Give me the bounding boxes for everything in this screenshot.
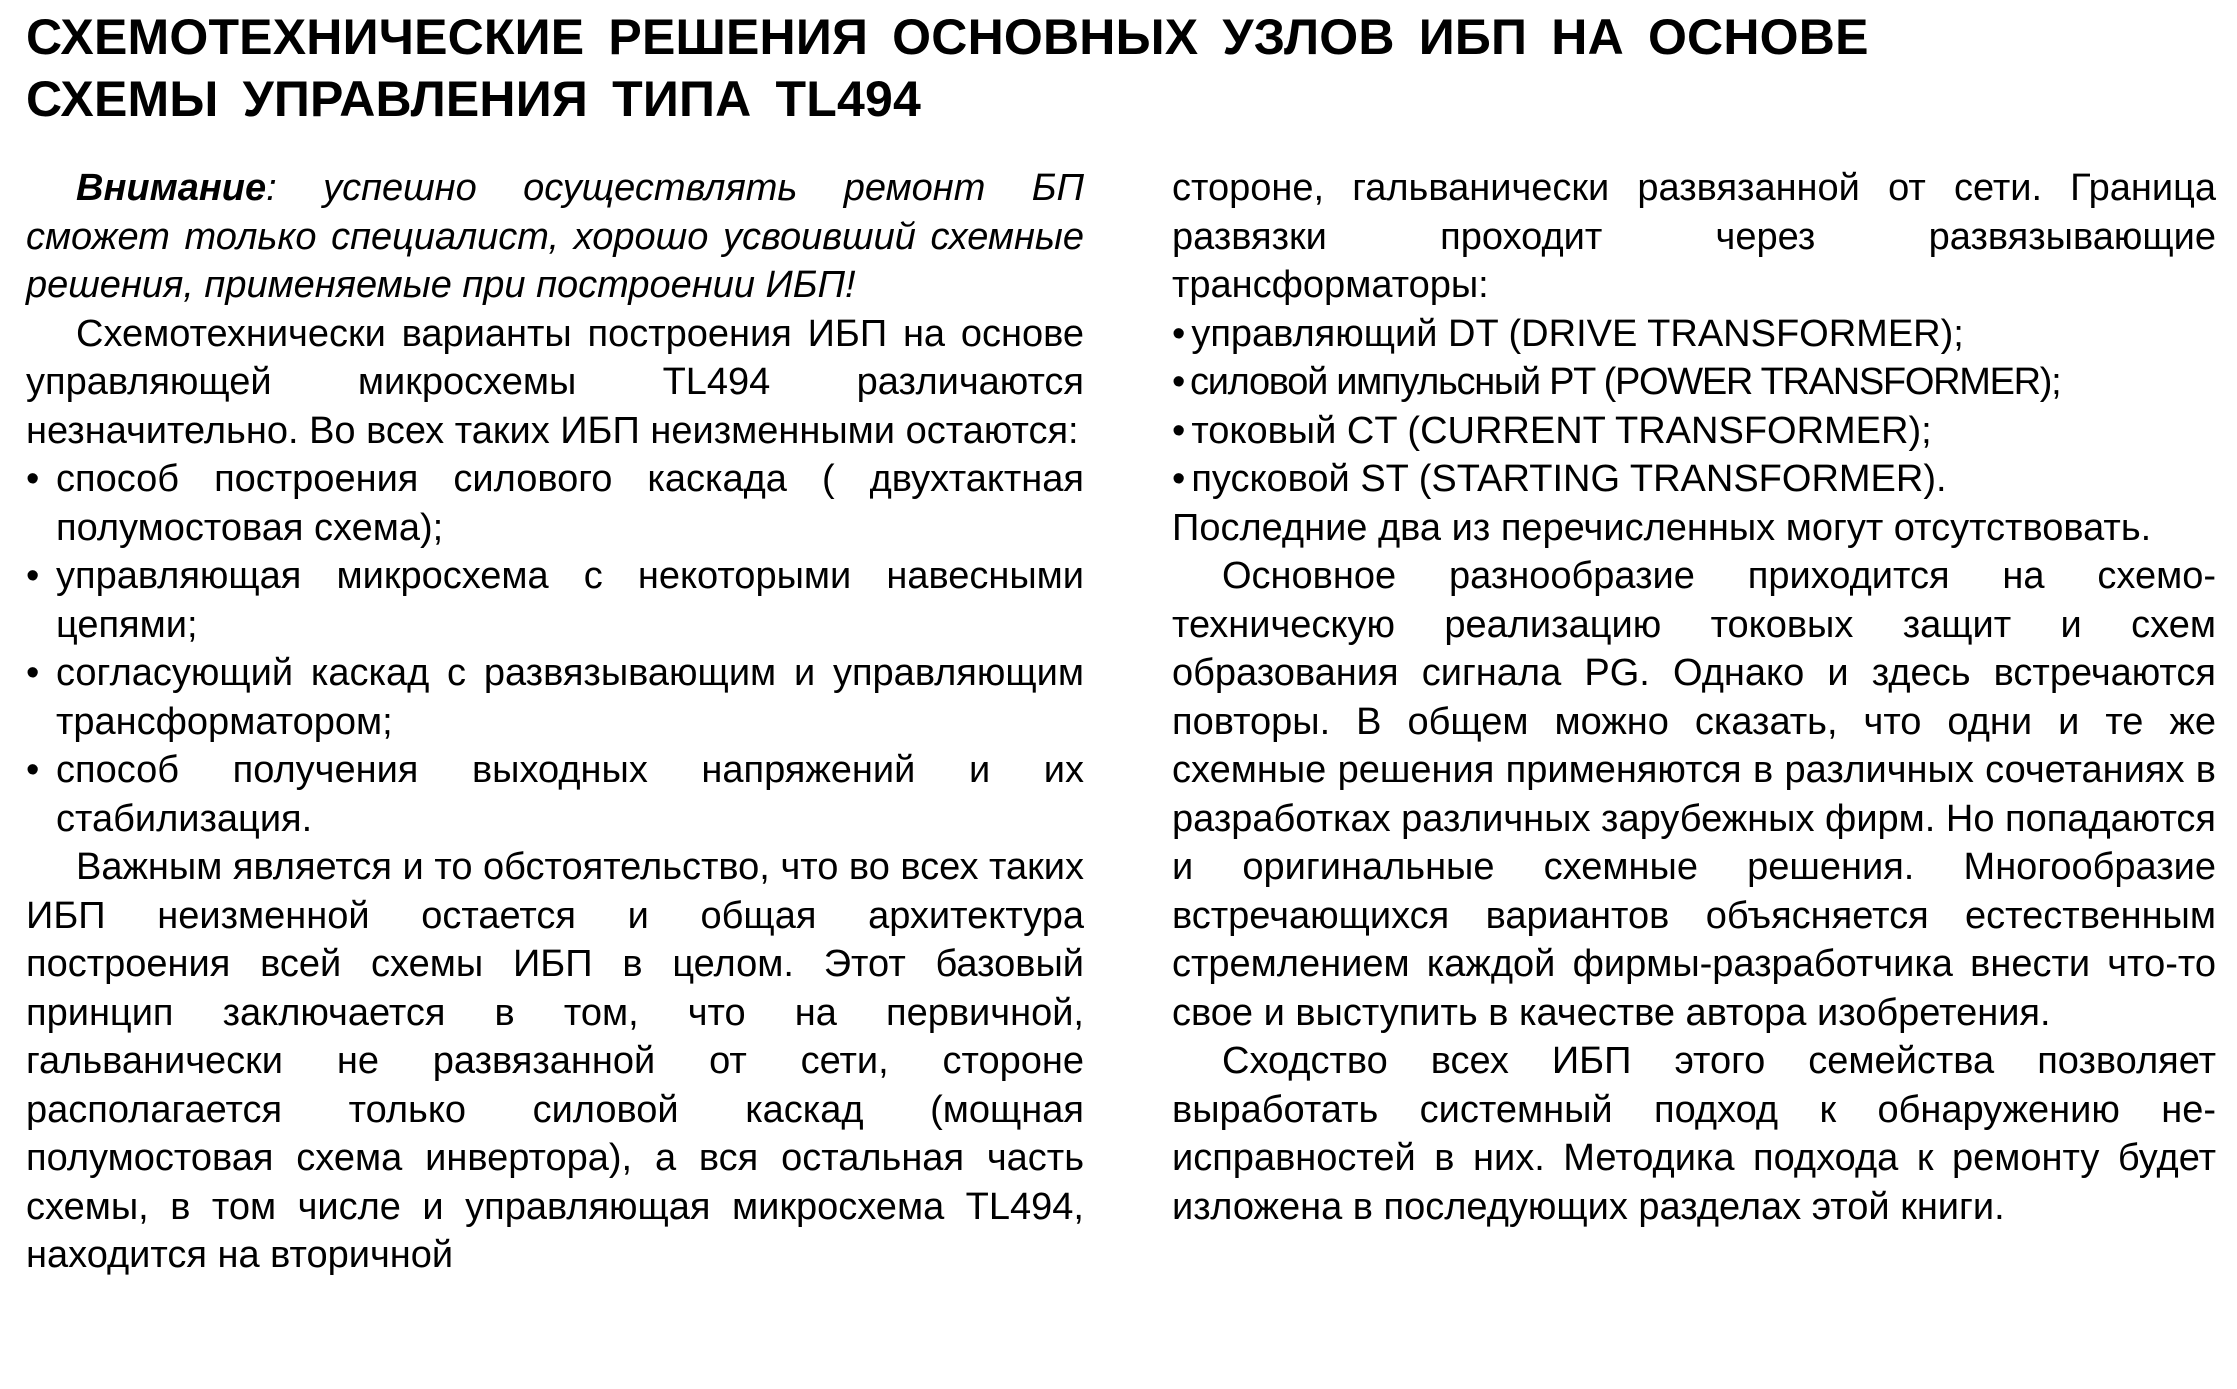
list-item: • согласующий каскад с развязывающим и управляющим трансформатором; (26, 649, 1084, 746)
list-item-text: токовый CT (CURRENT TRANSFORMER); (1191, 409, 1932, 452)
list-item (1172, 358, 2216, 407)
document-page (26, 6, 2216, 1382)
attention-label: Внимание (76, 167, 267, 209)
attention-paragraph (26, 164, 1084, 310)
title-line-2: СХЕМЫ УПРАВЛЕНИЯ ТИПА TL494 (26, 71, 921, 127)
list-item (1172, 455, 2216, 504)
bullet-symbol: • (1172, 312, 1186, 355)
intro-paragraph: Схемотехнически варианты построения ИБП на основе управляющей микросхемы TL494 различаются незначительно. Во всех таких ИБП неизменными остаются: (26, 312, 1084, 452)
page-title (26, 6, 2216, 130)
bullet-symbol: • (1172, 361, 1185, 403)
continuation-paragraph: стороне, гальванически развязанной от сети. Граница развязки проходит через развязывающие трансформаторы: (1172, 167, 2216, 306)
list-item-text: пусковой ST (STARTING TRANSFORMER). (1191, 458, 1947, 500)
list-item: • управляющая микросхема с некоторыми навесными цепями; (26, 552, 1084, 649)
list-item: • способ получения выходных напряжений и их стабилизация. (26, 746, 1084, 843)
list-item (1172, 310, 2216, 359)
bullet-symbol: • (1172, 409, 1186, 452)
title-line-1: СХЕМОТЕХНИЧЕСКИЕ РЕШЕНИЯ ОСНОВНЫХ УЗЛОВ ИБП НА ОСНОВЕ (26, 9, 1869, 65)
similarity-paragraph: Сходство всех ИБП этого семейства позволяет выработать системный подход к обнаружению неисправностей в них. Методика подхода к ремонту будет изложена в последующих разделах этой книги. (1172, 1040, 2216, 1228)
attention-text: : успешно осуществлять ремонт БП сможет только специалист, хорошо усвоивший схемные решения, применяемые при построении ИБП! (26, 167, 1084, 306)
transformers-list (1172, 310, 2216, 504)
bullet-symbol: • (1172, 458, 1186, 500)
invariants-list (26, 455, 1084, 843)
architecture-paragraph: Важным является и то обстоятельство, что во всех таких ИБП неизменной остается и общая архитектура построения всей схемы ИБП в целом. Этот базовый принцип заключается в том, что на первичной, гальванически не развязанной от сети, стороне располагается только силовой каскад (мощная полумостовая схема инвертора), а вся остальная часть схемы, в том числе и управляющая микросхема TL494, находится на вторичной (26, 846, 1084, 1276)
text-columns (26, 164, 2216, 1382)
optional-note-paragraph: Последние два из перечисленных могут отсутствовать. (1172, 506, 2152, 549)
variety-paragraph: Основное разнообразие приходится на схемотехническую реализацию токовых защит и схем образования сигнала PG. Однако и здесь встречаются повторы. В общем можно сказать, что одни и те же схемные решения применяются в различных сочетаниях в разработках различных зарубежных фирм. Но попадаются и оригинальные схемные решения. Многообразие встречающихся вариантов объясняется естественным стремлением каждой фирмы-разработчика внести что-то свое и выступить в качестве автора изобретения. (1172, 555, 2216, 1034)
list-item-text: силовой импульсный PT (POWER TRANSFORMER); (1190, 361, 2061, 403)
list-item-text: управляющий DT (DRIVE TRANSFORMER); (1191, 312, 1964, 355)
list-item (1172, 407, 2216, 456)
right-column (1172, 164, 2216, 1231)
list-item: • способ построения силового каскада ( двухтактная полумостовая схема); (26, 455, 1084, 552)
left-column (26, 164, 1084, 1280)
